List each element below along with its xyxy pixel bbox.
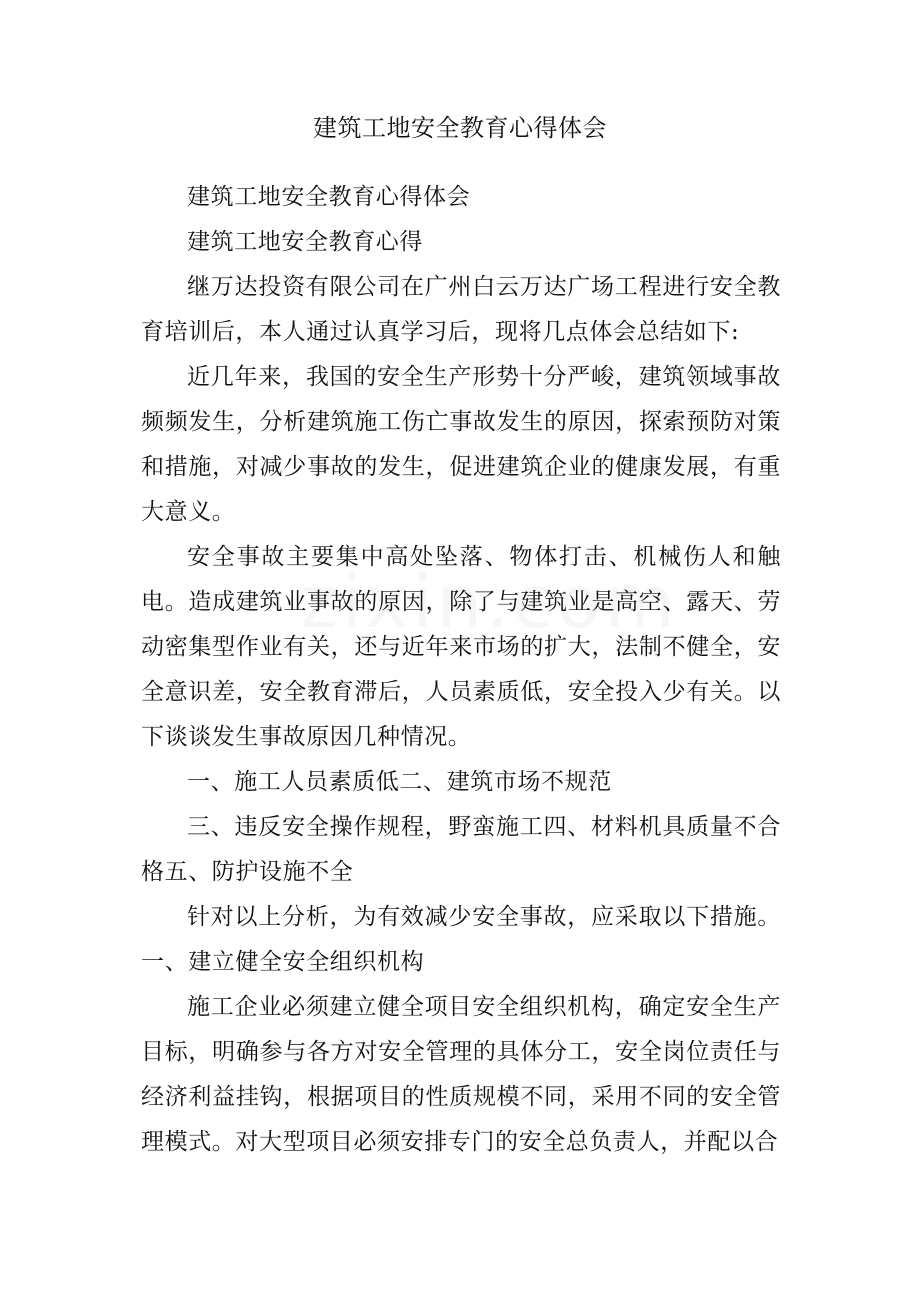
paragraph-measures: 针对以上分析，为有效减少安全事故，应采取以下措施。一、建立健全安全组织机构 (141, 904, 781, 975)
paragraph-causes: 安全事故主要集中高处坠落、物体打击、机械伤人和触电。造成建筑业事故的原因，除了与建筑业是高空、露天、劳动密集型作业有关，还与近年来市场的扩大，法制不健全，安全意识差，安全教育滞后，人员素质低，安全投入少有关。以下谈谈发生事故原因几种情况。 (141, 544, 781, 750)
paragraph-list-1: 一、施工人员素质低二、建筑市场不规范 (187, 769, 612, 795)
paragraph-intro: 继万达投资有限公司在广州白云万达广场工程进行安全教育培训后，本人通过认真学习后，现将几点体会总结如下: (141, 274, 781, 345)
paragraph-heading-repeat: 建筑工地安全教育心得体会 (187, 184, 471, 210)
paragraph-subtitle: 建筑工地安全教育心得 (187, 229, 423, 255)
paragraph-organization: 施工企业必须建立健全项目安全组织机构，确定安全生产目标，明确参与各方对安全管理的具体分工，安全岗位责任与经济利益挂钩，根据项目的性质规模不同，采用不同的安全管理模式。对大型项目必须安排专门的安全总负责人，并配以合 (141, 994, 781, 1155)
paragraph-situation: 近几年来，我国的安全生产形势十分严峻，建筑领域事故频频发生，分析建筑施工伤亡事故发生的原因，探索预防对策和措施，对减少事故的发生，促进建筑企业的健康发展，有重大意义。 (141, 364, 781, 525)
document-body (141, 175, 781, 1165)
document-title: 建筑工地安全教育心得体会 (313, 114, 607, 142)
paragraph-list-2: 三、违反安全操作规程，野蛮施工四、材料机具质量不合格五、防护设施不全 (141, 814, 781, 885)
